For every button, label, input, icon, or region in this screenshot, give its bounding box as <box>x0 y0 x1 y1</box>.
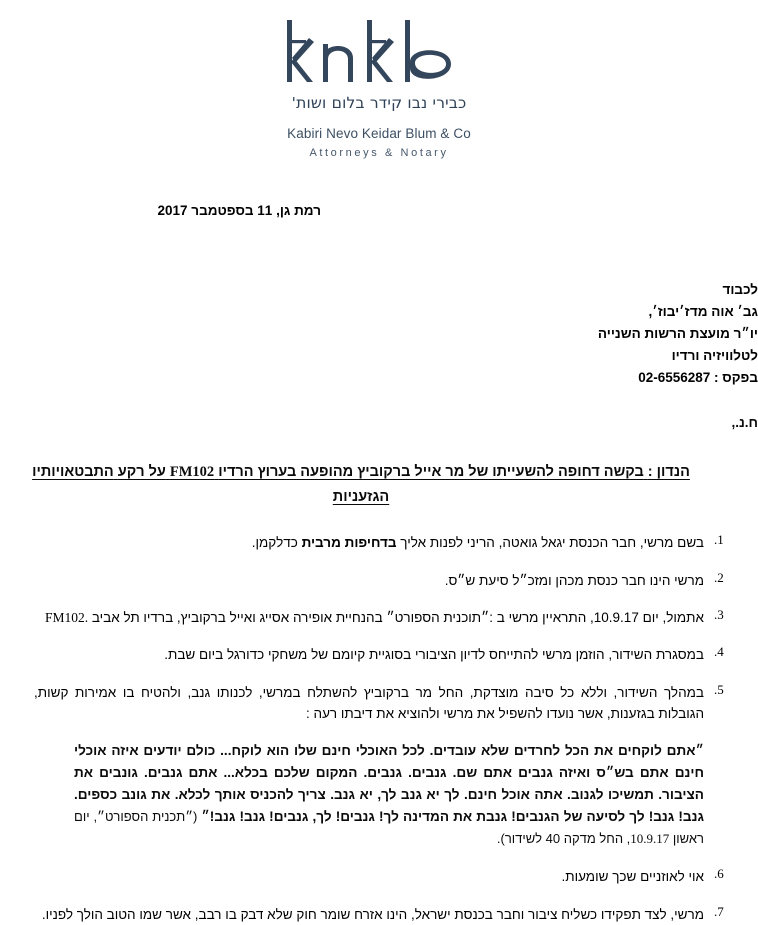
quote-citation-b: , החל מדקה 40 לשידור). <box>496 831 631 847</box>
letter-body <box>0 203 758 925</box>
date-line-row <box>0 203 758 223</box>
subject-line <box>0 460 758 511</box>
clause-item <box>16 904 758 925</box>
greeting-line: ח.נ., <box>731 414 758 430</box>
clause-text-a: אוי לאוזניים שכך שומעות. <box>561 869 704 885</box>
quote-citation-a: (״תכנית הספורט״, יום ראשון <box>74 809 704 847</box>
clause-text <box>16 607 704 628</box>
clause-text-a: בשם מרשי, חבר הכנסת יגאל גואטה, הריני לפנות אליך <box>396 535 704 551</box>
firm-name-hebrew: כבירי נבו קידר בלום ושות' <box>291 94 467 112</box>
clause-text-a: אתמול, יום 10.9.17, התראיין מרשי ב :״תוכנית הספורט״ בהנחיית אופירה אסייג ואייל ברקוביץ, ברדיו תל אביב <box>88 610 704 626</box>
subject-label: הנדון : <box>647 463 690 480</box>
clause-text-a: במהלך השידור, וללא כל סיבה מוצדקת, החל מר ברקוביץ להשתלח במרשי, לכנותו גנב, ולהטיח בו אמירות קשות, הגובלות בגזענות, אשר נועדו להשפיל את מרשי ולהוציא את דיבתו רעה : <box>34 684 704 722</box>
quoted-statement <box>56 740 704 850</box>
clause-item <box>16 644 758 665</box>
addressee-line-title: יו״ר מועצת הרשות השנייה <box>597 326 758 342</box>
addressee-line-name: גב׳ אוה מדז׳יבוז׳, <box>648 304 758 320</box>
clause-text <box>16 904 704 925</box>
addressee-line-lichvod: לכבוד <box>722 282 758 298</box>
clause-text <box>16 644 704 665</box>
quote-citation-date: 10.9.17 <box>630 831 670 847</box>
clause-text-b: כדלקמן. <box>251 535 302 551</box>
clause-station: .FM102 <box>44 610 89 626</box>
quote-body: ״אתם לוקחים את הכל לחרדים שלא עובדים. לכל האוכלי חינם שלו הוא לוקח... כולם יודעים איזה אוכלי חינם אתם בש״ס ואיזה גנבים אתם שם. גנבים. גנבים. המקום שלכם בכלא... אתם גנבים. גונבים את הציבור. תמשיכו לגנוב. אתה אוכל חינם. לך יא גנב לך, יא גנב. צריך להכניס אותך לכלא. את גונב כספים. גנב! גנב! לך לסיעה של הגנבים! גנבת את המדינה לך! גנבים! לך, גנבים! גנב! גנב!״ <box>74 743 704 825</box>
clause-item <box>16 570 758 591</box>
addressee-line-org: לטלוויזיה ורדיו <box>671 347 758 363</box>
letterhead <box>0 0 758 159</box>
clause-number: .3 <box>714 607 724 623</box>
subject-text-line2: התבטאויותיו הגזעניות <box>32 463 390 506</box>
subject-text-b: על רקע <box>117 463 166 480</box>
clause-item <box>16 866 758 887</box>
firm-name-english: Kabiri Nevo Keidar Blum & Co <box>287 126 471 142</box>
clause-item <box>16 607 758 628</box>
knkb-logo <box>279 18 479 90</box>
clause-number: .6 <box>714 866 724 882</box>
clause-text <box>16 866 704 887</box>
addressee-block <box>0 279 758 388</box>
clause-list <box>0 532 758 925</box>
clause-text <box>16 570 704 591</box>
clause-number: .2 <box>714 569 724 585</box>
clause-text <box>16 682 704 725</box>
clause-number: .4 <box>714 644 724 660</box>
clause-text-bold: בדחיפות מרבית <box>301 535 397 551</box>
clause-number: .5 <box>714 681 724 697</box>
clause-number: .7 <box>714 903 724 919</box>
clause-text-a: במסגרת השידור, הוזמן מרשי להתייחס לדיון הציבורי בסוגיית קיומם של משחקי כדורגל ביום שבת. <box>164 647 704 663</box>
clause-item <box>16 532 758 553</box>
clause-text-a: מרשי, לצד תפקידו כשליח ציבור וחבר בכנסת ישראל, הינו אזרח שומר חוק שלא דבק בו רבב, אשר שמו הטוב הולך לפניו. <box>41 906 704 922</box>
clause-number: .1 <box>714 532 724 548</box>
firm-subtitle: Attorneys & Notary <box>309 147 449 160</box>
letter-date: רמת גן, 11 בספטמבר 2017 <box>157 203 321 219</box>
subject-station: FM102 <box>169 463 215 480</box>
addressee-line-fax: בפקס : 02-6556287 <box>638 369 758 385</box>
clause-item <box>16 682 758 725</box>
subject-text-a: בקשה דחופה להשעייתו של מר אייל ברקוביץ מהופעה בערוץ הרדיו <box>218 463 644 480</box>
clause-text <box>16 532 704 553</box>
clause-text-a: מרשי הינו חבר כנסת מכהן ומזכ״ל סיעת ש״ס. <box>444 572 704 588</box>
